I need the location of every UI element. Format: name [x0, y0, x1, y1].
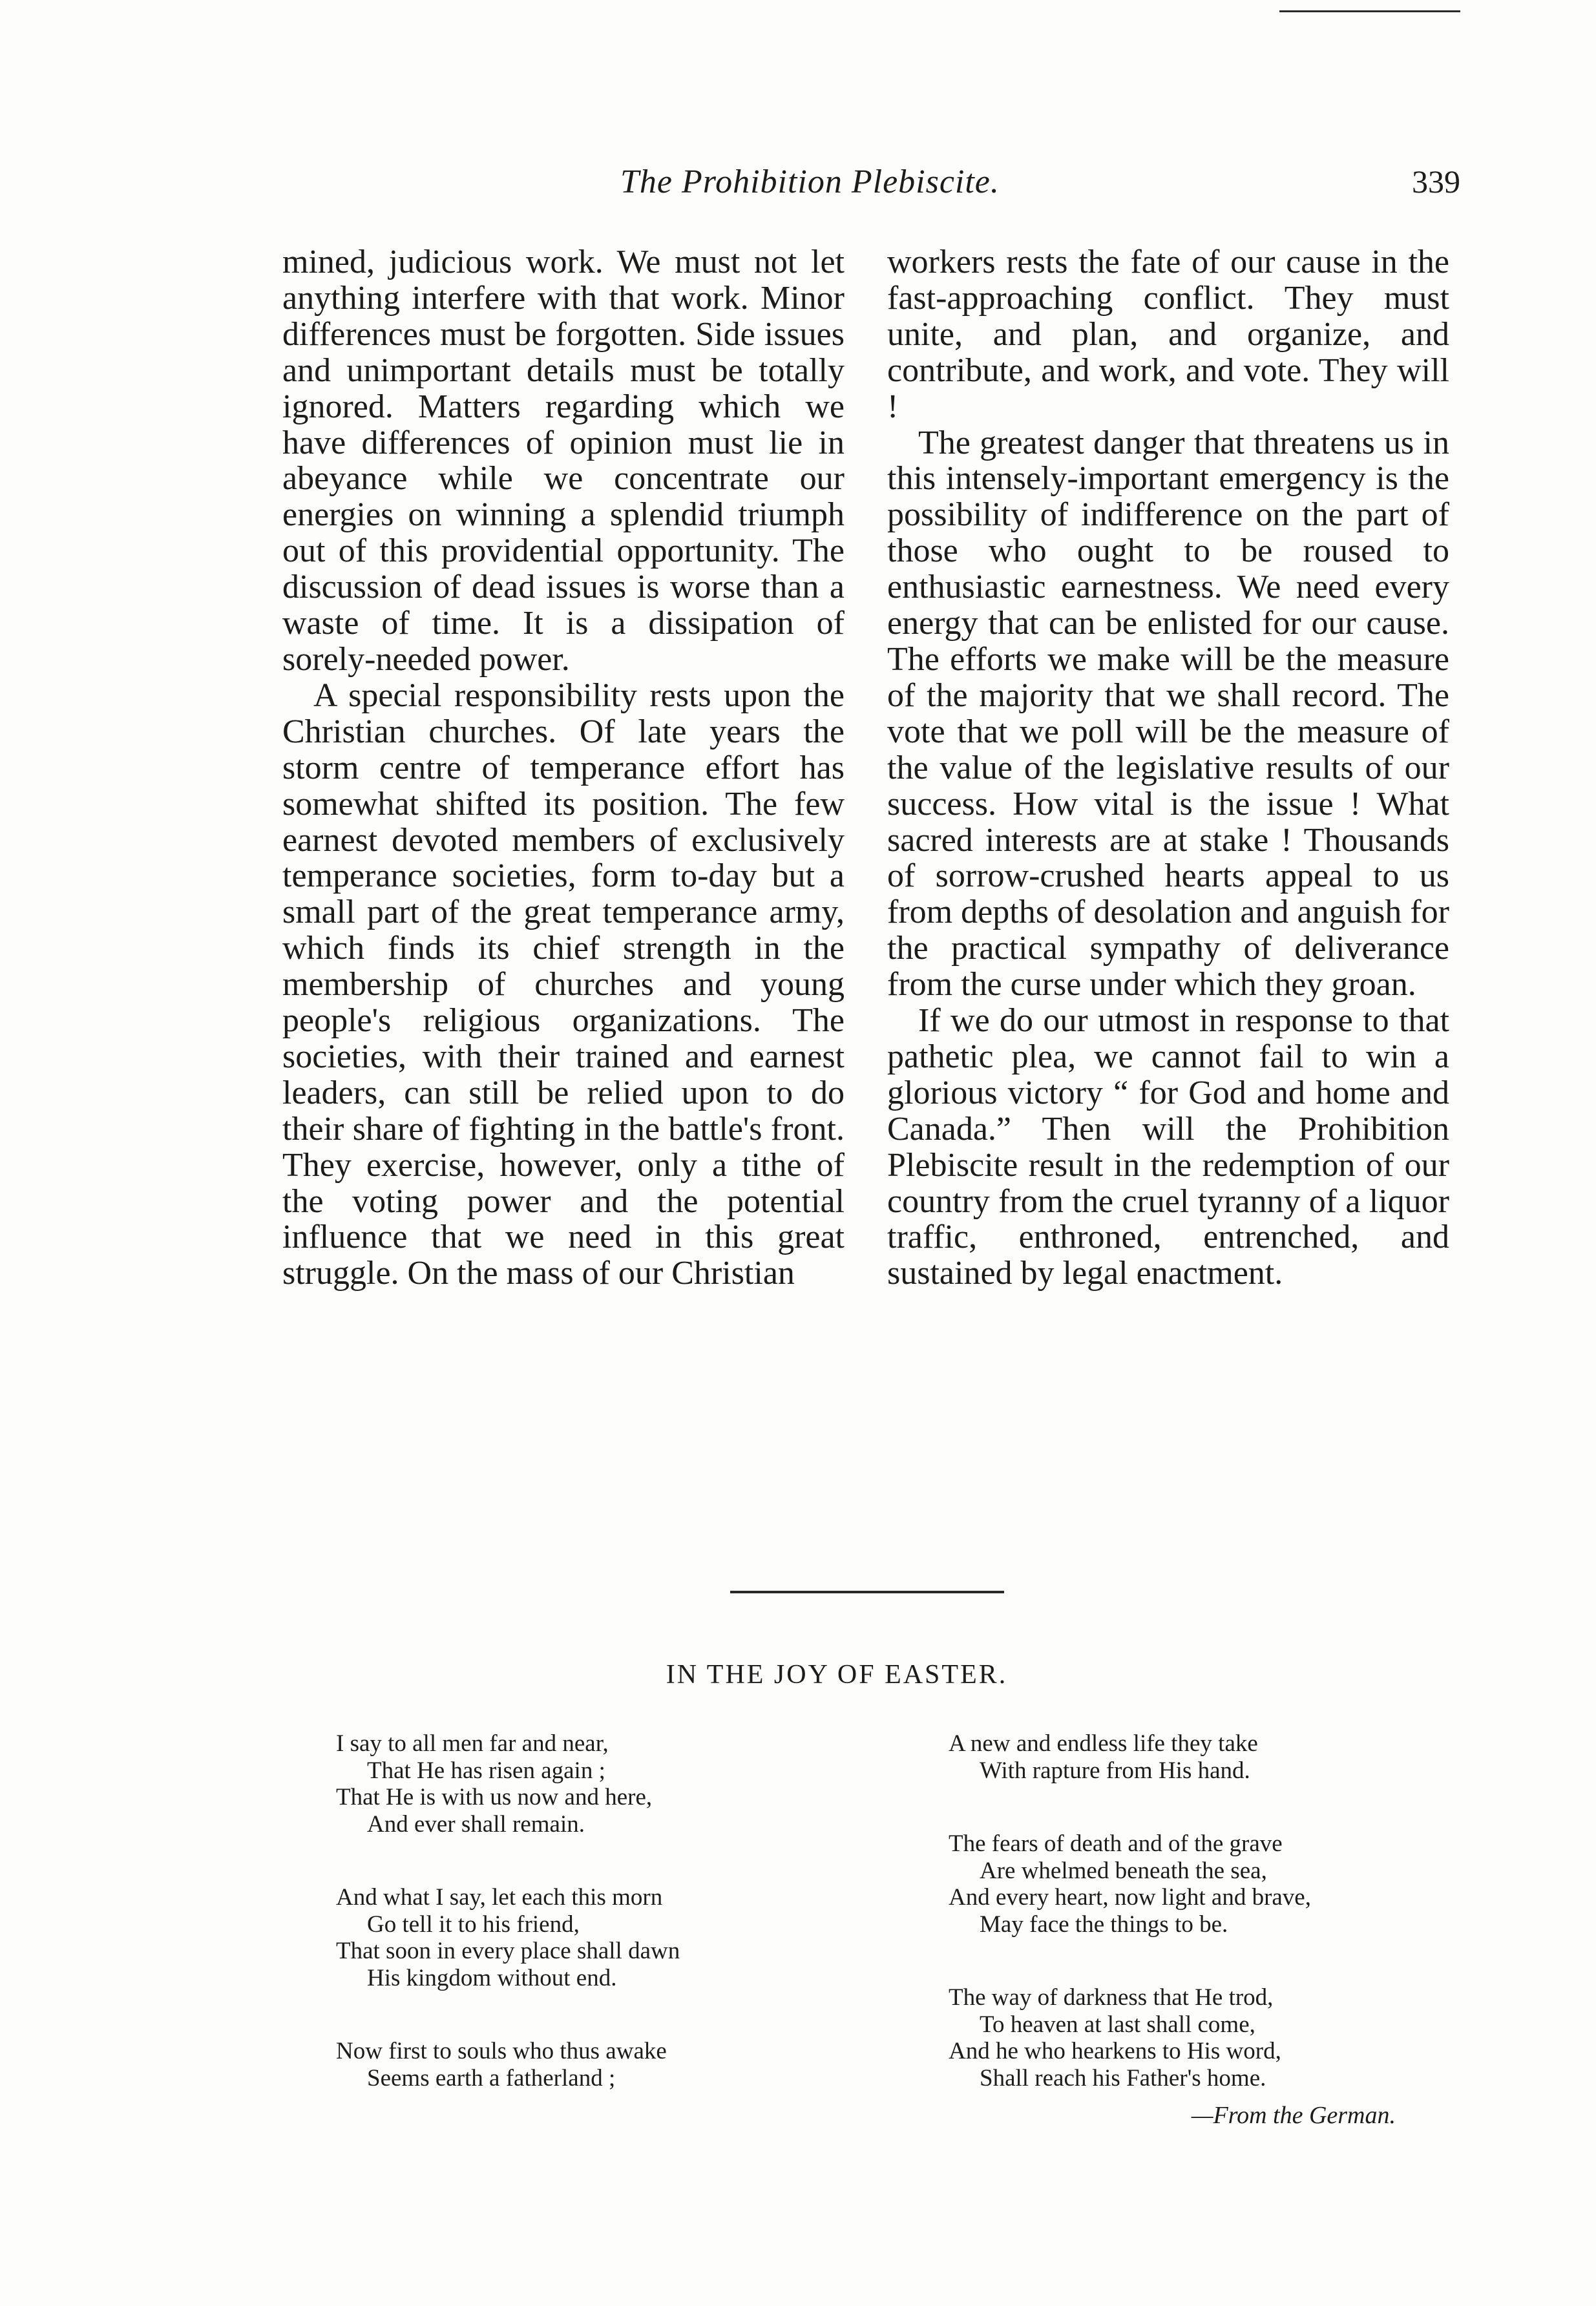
poem-stanza — [949, 1984, 1530, 2091]
poem-stanza — [336, 1730, 866, 1838]
poem-line: That He has risen again ; — [367, 1757, 605, 1784]
poem-line: I say to all men far and near, — [336, 1730, 609, 1757]
poem-stanza — [949, 1730, 1530, 1784]
poem-line: May face the things to be. — [980, 1911, 1228, 1938]
page-number: 339 — [1412, 163, 1460, 200]
running-title: The Prohibition Plebiscite. — [620, 163, 1000, 200]
poem-line: That soon in every place shall dawn — [336, 1938, 680, 1964]
top-rule — [1279, 10, 1460, 12]
section-divider — [730, 1591, 1004, 1593]
paragraph: A special responsibility rests upon the Christian churches. Of late years the storm centre of temperance effort has somewhat shifted its position. The few earnest devoted members of exclusively temperance societies, form to-day but a small part of the great temperance army, which finds its chief strength in the membership of churches and young people's religious organizations. The societies, with their trained and earnest leaders, can still be relied upon to do their share of fighting in the battle's front. They exercise, however, only a tithe of the voting power and the potential influence that we need in this great struggle. On the mass of our Christian — [282, 676, 845, 1292]
poem-line: That He is with us now and here, — [336, 1784, 653, 1810]
poem-line: The fears of death and of the grave — [949, 1830, 1283, 1857]
paragraph: If we do our utmost in response to that pathetic plea, we cannot fail to win a glorious victory “ for God and home and Canada.” Then will the Prohibition Plebiscite result in the redemption of our country from the cruel tyranny of a liquor traffic, enthroned, entrenched, and sustained by legal enactment. — [887, 1002, 1449, 1292]
poem-line: And he who hearkens to His word, — [949, 2038, 1281, 2064]
paragraph: The greatest danger that threatens us in this intensely-important emergency is the possibility of indifference on the part of those who ought to be roused to enthusiastic earnestness. We need every energy that can be enlisted for our cause. The efforts we make will be the measure of the majority that we shall record. The vote that we poll will be the measure of the value of the legislative results of our success. How vital is the issue ! What sacred interests are at stake ! Thousands of sorrow-crushed hearts appeal to us from depths of desolation and anguish for the practical sympathy of deliverance from the curse under which they groan. — [887, 424, 1449, 1003]
poem-right-column — [949, 1730, 1530, 2138]
poem-line: And every heart, now light and brave, — [949, 1884, 1311, 1911]
poem-stanza — [949, 1830, 1530, 1938]
poem-stanza — [336, 1884, 866, 1991]
poem-line: Go tell it to his friend, — [367, 1911, 580, 1938]
poem-line: The way of darkness that He trod, — [949, 1984, 1274, 2011]
poem-line: And ever shall remain. — [367, 1810, 585, 1838]
poem-line: To heaven at last shall come, — [980, 2011, 1255, 2038]
paragraph: workers rests the fate of our cause in the fast-approaching conflict. They must unite, and plan, and organize, and contribute, and work, and vote. They will ! — [887, 244, 1449, 425]
poem-line: And what I say, let each this morn — [336, 1884, 663, 1911]
article-right-column — [887, 244, 1449, 1292]
poem-attribution: —From the German. — [1191, 2102, 1396, 2129]
poem-stanza — [336, 2038, 866, 2091]
poem-line: Are whelmed beneath the sea, — [980, 1857, 1267, 1884]
poem-line: Shall reach his Father's home. — [980, 2064, 1266, 2091]
poem-line: Now first to souls who thus awake — [336, 2038, 667, 2064]
poem-line: With rapture from His hand. — [980, 1757, 1250, 1784]
poem-line: A new and endless life they take — [949, 1730, 1258, 1757]
paragraph: mined, judicious work. We must not let anything interfere with that work. Minor differences must be forgotten. Side issues and unimportant details must be totally ignored. Matters regarding which we have differences of opinion must lie in abeyance while we concentrate our energies on winning a splendid triumph out of this providential opportunity. The discussion of dead issues is worse than a waste of time. It is a dissipation of sorely-needed power. — [282, 244, 845, 678]
poem-left-column — [336, 1730, 866, 2138]
poem-line: His kingdom without end. — [367, 1964, 617, 1991]
poem-title: IN THE JOY OF EASTER. — [666, 1660, 1008, 1690]
poem-line: Seems earth a fatherland ; — [367, 2064, 616, 2091]
article-left-column — [282, 244, 845, 1292]
